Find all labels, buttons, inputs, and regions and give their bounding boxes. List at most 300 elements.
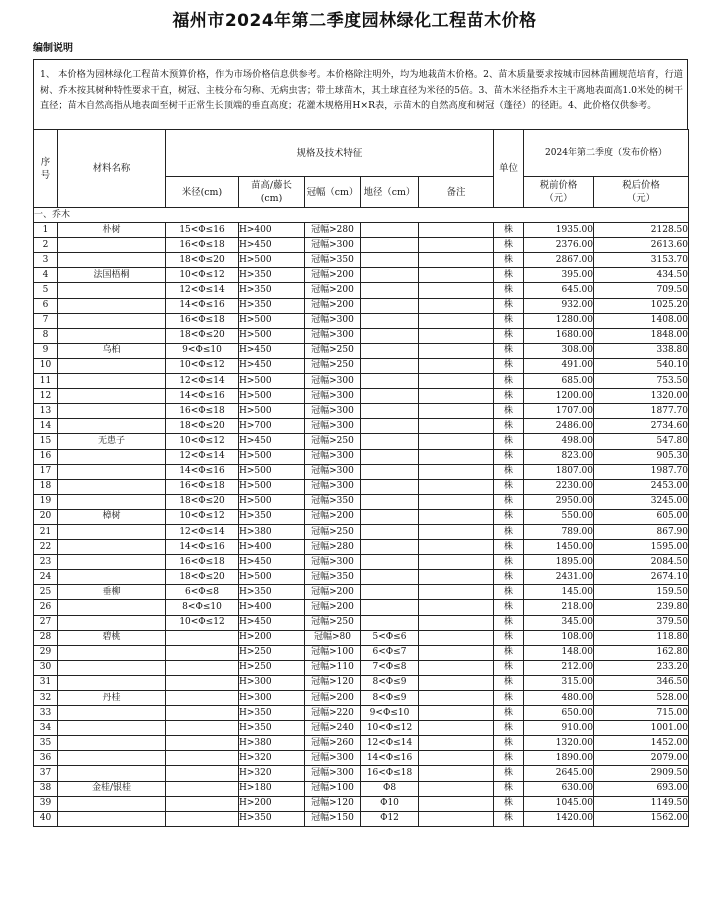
table-row <box>34 751 689 766</box>
cell-pretax: 1420.00 <box>524 811 594 826</box>
cell-name <box>58 600 166 615</box>
cell-name <box>58 313 166 328</box>
cell-pretax: 345.00 <box>524 615 594 630</box>
cell-ground-dia <box>361 434 419 449</box>
cell-dbh <box>166 721 239 736</box>
cell-dbh: 15<Φ≤16 <box>166 223 239 238</box>
cell-dbh <box>166 736 239 751</box>
cell-seq: 39 <box>34 796 58 811</box>
cell-ground-dia: 8<Φ≤9 <box>361 691 419 706</box>
cell-dbh: 8<Φ≤10 <box>166 600 239 615</box>
cell-crown: 冠幅>80 <box>305 630 361 645</box>
table-row <box>34 298 689 313</box>
cell-name <box>58 328 166 343</box>
cell-remark <box>419 781 494 796</box>
cell-dbh <box>166 766 239 781</box>
cell-posttax: 2084.50 <box>594 555 689 570</box>
cell-pretax: 2486.00 <box>524 419 594 434</box>
cell-name: 金桂/银桂 <box>58 781 166 796</box>
cell-remark <box>419 464 494 479</box>
cell-ground-dia <box>361 223 419 238</box>
cell-ground-dia <box>361 358 419 373</box>
cell-height: H>250 <box>239 660 305 675</box>
cell-remark <box>419 298 494 313</box>
table-row <box>34 781 689 796</box>
cell-pretax: 145.00 <box>524 585 594 600</box>
cell-name <box>58 570 166 585</box>
cell-name <box>58 419 166 434</box>
cell-seq: 25 <box>34 585 58 600</box>
cell-height: H>400 <box>239 223 305 238</box>
cell-ground-dia: 12<Φ≤14 <box>361 736 419 751</box>
cell-dbh: 12<Φ≤14 <box>166 283 239 298</box>
cell-remark <box>419 630 494 645</box>
cell-unit: 株 <box>494 434 524 449</box>
cell-pretax: 491.00 <box>524 358 594 373</box>
cell-crown: 冠幅>300 <box>305 328 361 343</box>
cell-crown: 冠幅>350 <box>305 494 361 509</box>
cell-name <box>58 675 166 690</box>
cell-name <box>58 389 166 404</box>
cell-unit: 株 <box>494 404 524 419</box>
cell-crown: 冠幅>120 <box>305 796 361 811</box>
table-row <box>34 479 689 494</box>
cell-pretax: 2431.00 <box>524 570 594 585</box>
cell-ground-dia <box>361 343 419 358</box>
cell-ground-dia: Φ8 <box>361 781 419 796</box>
cell-ground-dia: 6<Φ≤7 <box>361 645 419 660</box>
header-height: 苗高/藤长(cm) <box>239 177 305 208</box>
cell-ground-dia <box>361 600 419 615</box>
cell-name: 乌桕 <box>58 343 166 358</box>
cell-dbh <box>166 691 239 706</box>
cell-dbh <box>166 675 239 690</box>
cell-posttax: 3153.70 <box>594 253 689 268</box>
cell-crown: 冠幅>150 <box>305 811 361 826</box>
cell-ground-dia <box>361 509 419 524</box>
cell-remark <box>419 449 494 464</box>
cell-ground-dia <box>361 419 419 434</box>
cell-posttax: 605.00 <box>594 509 689 524</box>
cell-seq: 37 <box>34 766 58 781</box>
cell-dbh: 10<Φ≤12 <box>166 434 239 449</box>
cell-dbh: 12<Φ≤14 <box>166 449 239 464</box>
cell-height: H>350 <box>239 283 305 298</box>
header-posttax: 税后价格（元） <box>594 177 689 208</box>
cell-ground-dia: 9<Φ≤10 <box>361 706 419 721</box>
table-row <box>34 253 689 268</box>
cell-unit: 株 <box>494 645 524 660</box>
cell-posttax: 1848.00 <box>594 328 689 343</box>
cell-name <box>58 706 166 721</box>
cell-dbh: 12<Φ≤14 <box>166 524 239 539</box>
cell-seq: 40 <box>34 811 58 826</box>
cell-remark <box>419 524 494 539</box>
cell-dbh: 10<Φ≤12 <box>166 268 239 283</box>
header-dbh: 米径(cm) <box>166 177 239 208</box>
cell-pretax: 108.00 <box>524 630 594 645</box>
cell-pretax: 2645.00 <box>524 766 594 781</box>
cell-name <box>58 283 166 298</box>
cell-posttax: 1562.00 <box>594 811 689 826</box>
cell-posttax: 159.50 <box>594 585 689 600</box>
table-row <box>34 811 689 826</box>
cell-remark <box>419 645 494 660</box>
cell-seq: 18 <box>34 479 58 494</box>
cell-unit: 株 <box>494 358 524 373</box>
cell-unit: 株 <box>494 524 524 539</box>
cell-remark <box>419 585 494 600</box>
cell-posttax: 528.00 <box>594 691 689 706</box>
cell-unit: 株 <box>494 540 524 555</box>
cell-unit: 株 <box>494 675 524 690</box>
cell-height: H>500 <box>239 479 305 494</box>
cell-name: 丹桂 <box>58 691 166 706</box>
cell-height: H>450 <box>239 358 305 373</box>
cell-ground-dia <box>361 524 419 539</box>
cell-crown: 冠幅>300 <box>305 555 361 570</box>
cell-crown: 冠幅>250 <box>305 343 361 358</box>
cell-ground-dia <box>361 253 419 268</box>
cell-pretax: 1450.00 <box>524 540 594 555</box>
section-subtitle: 编制说明 <box>33 43 73 54</box>
table-row <box>34 358 689 373</box>
table-row <box>34 283 689 298</box>
cell-name <box>58 660 166 675</box>
table-row <box>34 328 689 343</box>
cell-posttax: 2734.60 <box>594 419 689 434</box>
cell-pretax: 498.00 <box>524 434 594 449</box>
cell-ground-dia: 5<Φ≤6 <box>361 630 419 645</box>
cell-ground-dia <box>361 328 419 343</box>
cell-name: 无患子 <box>58 434 166 449</box>
cell-seq: 22 <box>34 540 58 555</box>
header-remark: 备注 <box>419 177 494 208</box>
cell-remark <box>419 615 494 630</box>
cell-height: H>450 <box>239 555 305 570</box>
table-row <box>34 570 689 585</box>
cell-dbh: 14<Φ≤16 <box>166 389 239 404</box>
cell-posttax: 239.80 <box>594 600 689 615</box>
table-row <box>34 555 689 570</box>
cell-pretax: 685.00 <box>524 374 594 389</box>
table-row <box>34 509 689 524</box>
cell-pretax: 1045.00 <box>524 796 594 811</box>
cell-crown: 冠幅>300 <box>305 464 361 479</box>
cell-height: H>500 <box>239 449 305 464</box>
cell-seq: 23 <box>34 555 58 570</box>
cell-ground-dia <box>361 298 419 313</box>
table-row <box>34 721 689 736</box>
table-row <box>34 223 689 238</box>
cell-height: H>350 <box>239 585 305 600</box>
cell-height: H>350 <box>239 721 305 736</box>
cell-height: H>350 <box>239 268 305 283</box>
cell-ground-dia: 8<Φ≤9 <box>361 675 419 690</box>
cell-remark <box>419 660 494 675</box>
cell-pretax: 1890.00 <box>524 751 594 766</box>
cell-pretax: 932.00 <box>524 298 594 313</box>
cell-name <box>58 721 166 736</box>
cell-posttax: 547.80 <box>594 434 689 449</box>
cell-height: H>500 <box>239 253 305 268</box>
cell-unit: 株 <box>494 706 524 721</box>
cell-dbh <box>166 796 239 811</box>
cell-unit: 株 <box>494 736 524 751</box>
cell-posttax: 162.80 <box>594 645 689 660</box>
cell-pretax: 212.00 <box>524 660 594 675</box>
cell-unit: 株 <box>494 796 524 811</box>
cell-seq: 1 <box>34 223 58 238</box>
cell-crown: 冠幅>200 <box>305 691 361 706</box>
cell-remark <box>419 766 494 781</box>
cell-name: 垂柳 <box>58 585 166 600</box>
cell-remark <box>419 343 494 358</box>
cell-name <box>58 464 166 479</box>
cell-unit: 株 <box>494 449 524 464</box>
cell-unit: 株 <box>494 313 524 328</box>
cell-unit: 株 <box>494 600 524 615</box>
cell-unit: 株 <box>494 419 524 434</box>
table-row <box>34 600 689 615</box>
cell-crown: 冠幅>280 <box>305 540 361 555</box>
cell-crown: 冠幅>110 <box>305 660 361 675</box>
header-ground-dia: 地径（cm） <box>361 177 419 208</box>
cell-seq: 21 <box>34 524 58 539</box>
table-row <box>34 615 689 630</box>
table-row <box>34 660 689 675</box>
cell-seq: 5 <box>34 283 58 298</box>
cell-name <box>58 358 166 373</box>
cell-crown: 冠幅>220 <box>305 706 361 721</box>
cell-height: H>500 <box>239 404 305 419</box>
cell-height: H>200 <box>239 630 305 645</box>
cell-height: H>500 <box>239 570 305 585</box>
cell-unit: 株 <box>494 374 524 389</box>
cell-height: H>350 <box>239 811 305 826</box>
cell-posttax: 379.50 <box>594 615 689 630</box>
cell-ground-dia: 16<Φ≤18 <box>361 766 419 781</box>
cell-seq: 24 <box>34 570 58 585</box>
cell-remark <box>419 751 494 766</box>
cell-posttax: 233.20 <box>594 660 689 675</box>
cell-seq: 27 <box>34 615 58 630</box>
cell-ground-dia: 7<Φ≤8 <box>361 660 419 675</box>
cell-seq: 17 <box>34 464 58 479</box>
cell-seq: 36 <box>34 751 58 766</box>
cell-name <box>58 645 166 660</box>
cell-remark <box>419 313 494 328</box>
cell-pretax: 1707.00 <box>524 404 594 419</box>
table-row <box>34 630 689 645</box>
cell-crown: 冠幅>300 <box>305 449 361 464</box>
cell-remark <box>419 479 494 494</box>
cell-ground-dia <box>361 464 419 479</box>
cell-pretax: 823.00 <box>524 449 594 464</box>
table-row <box>34 645 689 660</box>
cell-crown: 冠幅>350 <box>305 570 361 585</box>
cell-unit: 株 <box>494 660 524 675</box>
cell-height: H>250 <box>239 645 305 660</box>
cell-pretax: 1935.00 <box>524 223 594 238</box>
cell-seq: 15 <box>34 434 58 449</box>
cell-crown: 冠幅>120 <box>305 675 361 690</box>
table-row <box>34 238 689 253</box>
cell-remark <box>419 555 494 570</box>
cell-dbh <box>166 645 239 660</box>
cell-remark <box>419 691 494 706</box>
cell-pretax: 2230.00 <box>524 479 594 494</box>
table-row <box>34 494 689 509</box>
cell-unit: 株 <box>494 585 524 600</box>
cell-dbh: 9<Φ≤10 <box>166 343 239 358</box>
cell-ground-dia: 14<Φ≤16 <box>361 751 419 766</box>
cell-remark <box>419 374 494 389</box>
cell-ground-dia <box>361 374 419 389</box>
cell-name <box>58 811 166 826</box>
cell-name <box>58 540 166 555</box>
cell-crown: 冠幅>350 <box>305 253 361 268</box>
cell-name: 法国梧桐 <box>58 268 166 283</box>
cell-dbh: 6<Φ≤8 <box>166 585 239 600</box>
cell-name <box>58 374 166 389</box>
cell-posttax: 2453.00 <box>594 479 689 494</box>
cell-seq: 20 <box>34 509 58 524</box>
cell-name <box>58 555 166 570</box>
cell-height: H>300 <box>239 691 305 706</box>
cell-posttax: 1987.70 <box>594 464 689 479</box>
cell-ground-dia <box>361 585 419 600</box>
cell-remark <box>419 223 494 238</box>
cell-seq: 34 <box>34 721 58 736</box>
table-row <box>34 374 689 389</box>
cell-height: H>300 <box>239 675 305 690</box>
cell-posttax: 1877.70 <box>594 404 689 419</box>
cell-seq: 14 <box>34 419 58 434</box>
cell-remark <box>419 434 494 449</box>
cell-pretax: 1280.00 <box>524 313 594 328</box>
table-row <box>34 736 689 751</box>
cell-remark <box>419 328 494 343</box>
cell-ground-dia <box>361 494 419 509</box>
cell-seq: 16 <box>34 449 58 464</box>
section-heading-trees: 一、乔木 <box>34 208 689 223</box>
cell-crown: 冠幅>240 <box>305 721 361 736</box>
cell-posttax: 2674.10 <box>594 570 689 585</box>
cell-seq: 10 <box>34 358 58 373</box>
cell-posttax: 540.10 <box>594 358 689 373</box>
cell-ground-dia <box>361 283 419 298</box>
cell-pretax: 148.00 <box>524 645 594 660</box>
cell-seq: 4 <box>34 268 58 283</box>
cell-crown: 冠幅>100 <box>305 645 361 660</box>
table-row <box>34 389 689 404</box>
cell-dbh <box>166 630 239 645</box>
cell-remark <box>419 238 494 253</box>
cell-ground-dia <box>361 555 419 570</box>
cell-unit: 株 <box>494 253 524 268</box>
cell-remark <box>419 796 494 811</box>
cell-remark <box>419 404 494 419</box>
cell-unit: 株 <box>494 389 524 404</box>
cell-seq: 11 <box>34 374 58 389</box>
cell-ground-dia <box>361 404 419 419</box>
cell-unit: 株 <box>494 298 524 313</box>
cell-crown: 冠幅>300 <box>305 238 361 253</box>
price-table <box>33 129 689 827</box>
cell-dbh <box>166 811 239 826</box>
cell-seq: 35 <box>34 736 58 751</box>
cell-name: 碧桃 <box>58 630 166 645</box>
cell-crown: 冠幅>250 <box>305 358 361 373</box>
cell-name <box>58 751 166 766</box>
cell-unit: 株 <box>494 570 524 585</box>
table-row <box>34 691 689 706</box>
cell-crown: 冠幅>280 <box>305 223 361 238</box>
cell-seq: 3 <box>34 253 58 268</box>
cell-pretax: 308.00 <box>524 343 594 358</box>
cell-pretax: 2950.00 <box>524 494 594 509</box>
cell-dbh: 18<Φ≤20 <box>166 328 239 343</box>
table-row <box>34 449 689 464</box>
cell-posttax: 1149.50 <box>594 796 689 811</box>
cell-crown: 冠幅>250 <box>305 524 361 539</box>
cell-dbh: 18<Φ≤20 <box>166 253 239 268</box>
cell-unit: 株 <box>494 464 524 479</box>
cell-height: H>350 <box>239 298 305 313</box>
cell-dbh <box>166 706 239 721</box>
cell-height: H>700 <box>239 419 305 434</box>
cell-height: H>320 <box>239 751 305 766</box>
cell-posttax: 1025.20 <box>594 298 689 313</box>
cell-seq: 28 <box>34 630 58 645</box>
cell-pretax: 1895.00 <box>524 555 594 570</box>
header-crown: 冠幅（cm） <box>305 177 361 208</box>
cell-pretax: 2867.00 <box>524 253 594 268</box>
cell-unit: 株 <box>494 555 524 570</box>
table-row <box>34 464 689 479</box>
cell-seq: 19 <box>34 494 58 509</box>
cell-dbh: 16<Φ≤18 <box>166 404 239 419</box>
cell-crown: 冠幅>200 <box>305 600 361 615</box>
cell-height: H>500 <box>239 389 305 404</box>
cell-height: H>400 <box>239 600 305 615</box>
header-price: 2024年第二季度（发布价格） <box>524 130 689 177</box>
cell-pretax: 630.00 <box>524 781 594 796</box>
cell-height: H>400 <box>239 540 305 555</box>
cell-seq: 31 <box>34 675 58 690</box>
cell-name <box>58 449 166 464</box>
cell-remark <box>419 706 494 721</box>
cell-posttax: 753.50 <box>594 374 689 389</box>
cell-crown: 冠幅>300 <box>305 313 361 328</box>
cell-ground-dia: Φ12 <box>361 811 419 826</box>
cell-height: H>380 <box>239 524 305 539</box>
cell-ground-dia <box>361 449 419 464</box>
cell-crown: 冠幅>200 <box>305 585 361 600</box>
cell-crown: 冠幅>200 <box>305 298 361 313</box>
cell-dbh: 10<Φ≤12 <box>166 615 239 630</box>
table-row <box>34 796 689 811</box>
cell-posttax: 2128.50 <box>594 223 689 238</box>
cell-remark <box>419 600 494 615</box>
cell-height: H>500 <box>239 494 305 509</box>
cell-crown: 冠幅>300 <box>305 479 361 494</box>
cell-posttax: 715.00 <box>594 706 689 721</box>
cell-unit: 株 <box>494 494 524 509</box>
cell-pretax: 645.00 <box>524 283 594 298</box>
cell-posttax: 693.00 <box>594 781 689 796</box>
